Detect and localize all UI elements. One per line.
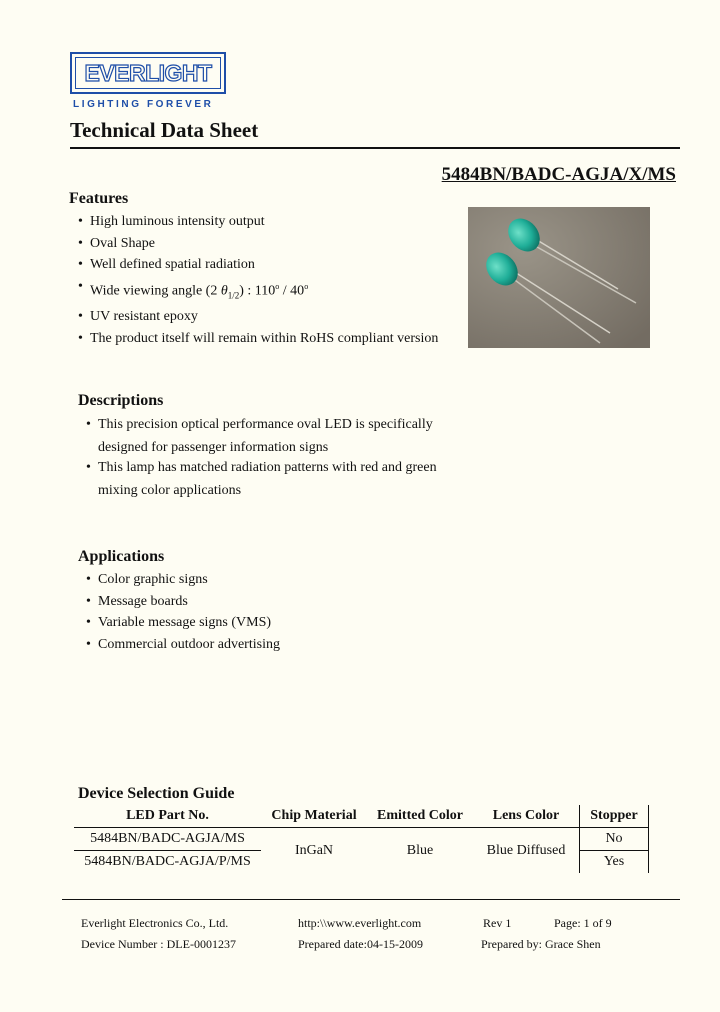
footer-prepared-by: Prepared by: Grace Shen [481, 937, 601, 951]
list-item: • The product itself will remain within RoHS compliant version [70, 328, 438, 350]
part-number-title: 5484BN/BADC-AGJA/X/MS [441, 164, 676, 185]
applications-heading: Applications [78, 548, 165, 565]
features-heading: Features [69, 190, 129, 207]
list-item: • This precision optical performance oval LED is specifically designed for passenger information signs [78, 413, 437, 459]
applications-list [78, 569, 280, 655]
column-header: Chip Material [261, 805, 367, 828]
footer-prepared-date: Prepared date:04-15-2009 [298, 937, 423, 951]
list-item: • Color graphic signs [78, 569, 280, 591]
viewing-angle-item: • Wide viewing angle (2 $\theta_{1/2}$) : 110$^o$ / 40$^o$ [70, 276, 438, 307]
document-title: Technical Data Sheet [70, 118, 259, 142]
lens-color-cell: Blue Diffused [486, 842, 566, 858]
features-list [70, 211, 438, 349]
table-header-row [74, 805, 649, 828]
footer-url[interactable]: http:\\www.everlight.com [298, 916, 422, 930]
product-photo [468, 207, 650, 348]
logo-tagline: LIGHTING FOREVER [73, 99, 214, 110]
device-guide-heading: Device Selection Guide [78, 785, 235, 802]
list-item: • Commercial outdoor advertising [78, 634, 280, 656]
stopper-cell: No [580, 828, 649, 851]
descriptions-heading: Descriptions [78, 392, 164, 409]
device-selection-table [74, 805, 649, 873]
led-photo-image [468, 207, 650, 348]
footer-divider [62, 899, 680, 900]
column-header: Emitted Color [367, 805, 473, 828]
column-header: Lens Color [473, 805, 580, 828]
list-item: • Variable message signs (VMS) [78, 612, 280, 634]
part-cell: 5484BN/BADC-AGJA/P/MS [84, 854, 251, 869]
table-row [74, 828, 649, 851]
footer-page: Page: 1 of 9 [554, 916, 612, 930]
list-item: • Message boards [78, 591, 280, 613]
list-item: • This lamp has matched radiation patterns with red and green mixing color applications [78, 456, 437, 502]
list-item: • Well defined spatial radiation [70, 254, 438, 276]
part-cell: 5484BN/BADC-AGJA/MS [74, 828, 261, 851]
stopper-cell: Yes [580, 851, 649, 874]
footer-device-number: Device Number : DLE-0001237 [81, 937, 236, 951]
chip-material-cell: InGaN [294, 842, 334, 858]
footer-company: Everlight Electronics Co., Ltd. [81, 916, 229, 930]
list-item: • High luminous intensity output [70, 211, 438, 233]
descriptions-list [78, 413, 437, 502]
list-item: • Oval Shape [70, 233, 438, 255]
list-item: • UV resistant epoxy [70, 306, 438, 328]
column-header: Stopper [580, 805, 649, 828]
logo-text: EVERLIGHT [84, 59, 212, 86]
emitted-color-cell: Blue [406, 842, 434, 858]
company-logo [70, 52, 226, 94]
footer-rev: Rev 1 [483, 916, 512, 930]
column-header: LED Part No. [74, 805, 261, 828]
header-divider [70, 147, 680, 149]
